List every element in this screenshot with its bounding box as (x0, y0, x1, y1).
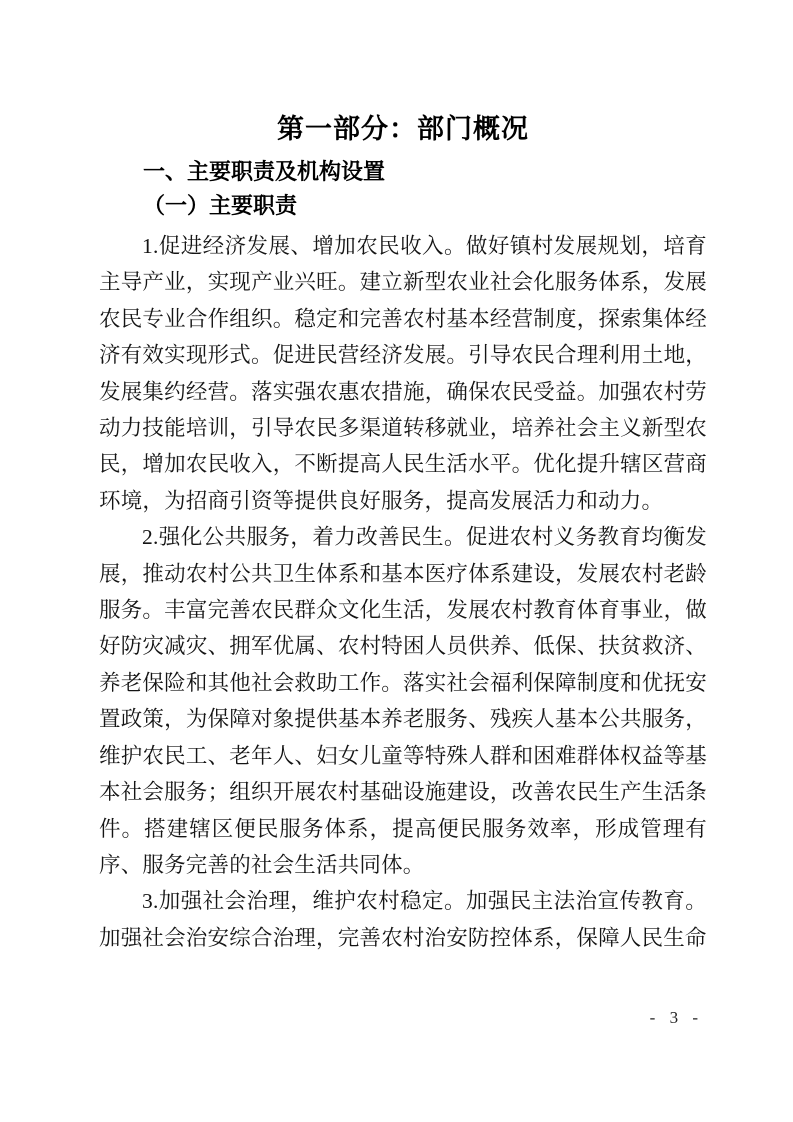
page-title: 第一部分：部门概况 (277, 114, 529, 144)
document-body (99, 228, 707, 956)
subsection-heading: （一）主要职责 (143, 193, 298, 218)
paragraph-1: 1.促进经济发展、增加农民收入。做好镇村发展规划，培育主导产业，实现产业兴旺。建立新型农业社会化服务体系，发展农民专业合作组织。稳定和完善农村基本经营制度，探索集体经济有效实现形式。促进民营经济发展。引导农民合理利用土地，发展集约经营。落实强农惠农措施，确保农民受益。加强农村劳动力技能培训，引导农民多渠道转移就业，培养社会主义新型农民，增加农民收入，不断提高人民生活水平。优化提升辖区营商环境，为招商引资等提供良好服务，提高发展活力和动力。 (99, 234, 707, 513)
section-heading: 一、主要职责及机构设置 (143, 159, 386, 184)
paragraph-3: 3.加强社会治理，维护农村稳定。加强民主法治宣传教育。加强社会治安综合治理，完善农村治安防控体系，保障人民生命 (99, 889, 707, 950)
paragraph-2: 2.强化公共服务，着力改善民生。促进农村义务教育均衡发展，推动农村公共卫生体系和基本医疗体系建设，发展农村老龄服务。丰富完善农民群众文化生活，发展农村教育体育事业，做好防灾减灾、拥军优属、农村特困人员供养、低保、扶贫救济、养老保险和其他社会救助工作。落实社会福利保障制度和优抚安置政策，为保障对象提供基本养老服务、残疾人基本公共服务，维护农民工、老年人、妇女儿童等特殊人群和困难群体权益等基本社会服务；组织开展农村基础设施建设，改善农民生产生活条件。搭建辖区便民服务体系，提高便民服务效率，形成管理有序、服务完善的社会生活共同体。 (99, 525, 707, 877)
page-number: - 3 - (649, 1008, 703, 1027)
